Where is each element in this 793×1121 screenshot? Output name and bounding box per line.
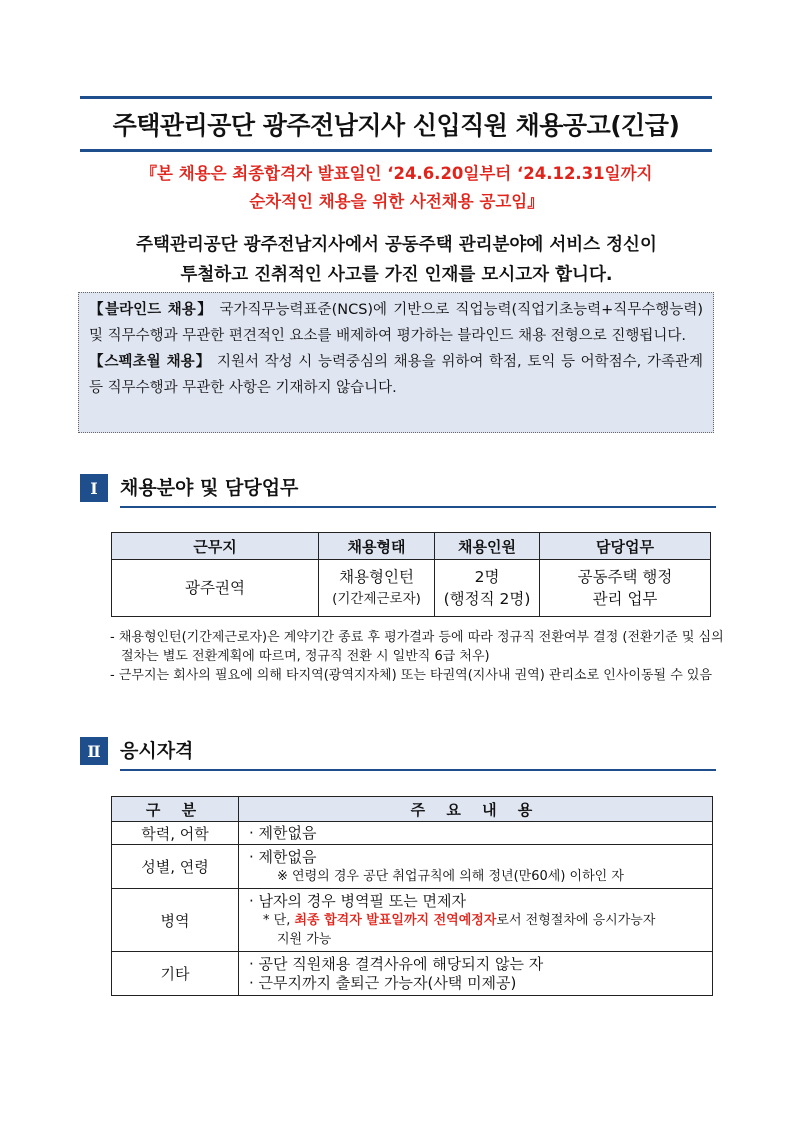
- table-row: [112, 952, 713, 996]
- intro-line-1: 주택관리공단 광주전남지사에서 공동주택 관리분야에 서비스 정신이: [136, 235, 657, 255]
- notice-line-1: 『본 채용은 최종합격자 발표일인 ‘24.6.20일부터 ‘24.12.31일까지: [140, 164, 653, 183]
- notice-line-2: 순차적인 채용을 위한 사전채용 공고임』: [249, 192, 544, 211]
- intro-text: [60, 230, 733, 290]
- section-1-divider: [120, 506, 716, 508]
- etc-text-2: · 근무지까지 출퇴근 가능자(사택 미제공): [249, 973, 517, 992]
- spec-hiring-text: 지원서 작성 시 능력중심의 채용을 위하여 학점, 토익 등 어학점수, 가족관계 등 직무수행과 무관한 사항은 기재하지 않습니다.: [89, 354, 703, 396]
- cell-type-sub: (기간제근로자): [332, 591, 421, 607]
- header-content: 주 요 내 용: [239, 797, 713, 822]
- blind-hiring-text: 국가직무능력표준(NCS)에 기반으로 직업능력(직업기초능력+직무수행능력) 및 직무수행과 무관한 편견적인 요소를 배제하여 평가하는 블라인드 채용 전형으로 진행됩니다.: [89, 302, 704, 344]
- row-label-gender-age: 성별, 연령: [112, 845, 239, 889]
- info-box: [78, 292, 714, 433]
- title-banner: [80, 96, 712, 152]
- military-note-post: 로서 전형절차에 응시가능자: [496, 912, 656, 928]
- row-label-etc: 기타: [112, 952, 239, 996]
- section-2-title: 응시자격: [120, 740, 194, 762]
- section-1-numeral: Ⅰ: [80, 474, 108, 502]
- cell-duty-line-2: 관리 업무: [592, 590, 658, 608]
- table-row: [112, 560, 711, 617]
- section-1-notes: [110, 628, 730, 685]
- row-label-education: 학력, 어학: [112, 822, 239, 845]
- cell-duty: [540, 560, 711, 617]
- row-text-gender-age: [239, 845, 713, 889]
- row-text-education: · 제한없음: [239, 822, 713, 845]
- page-title: 주택관리공단 광주전남지사 신입직원 채용공고(긴급): [112, 111, 680, 140]
- spec-hiring-label: 【스펙초월 채용】: [89, 354, 212, 370]
- table-header-row: [112, 533, 711, 560]
- section-1-title: 채용분야 및 담당업무: [120, 477, 299, 499]
- section-1-header: [80, 474, 716, 506]
- header-count: 채용인원: [435, 533, 540, 560]
- row-text-military: [239, 889, 713, 952]
- cell-duty-line-1: 공동주택 행정: [577, 568, 673, 586]
- section-2-numeral: Ⅱ: [80, 737, 108, 765]
- table-header-row: [112, 797, 713, 822]
- row-text-etc: [239, 952, 713, 996]
- qualification-table: [111, 796, 713, 996]
- intro-line-2: 투철하고 진취적인 사고를 가진 인재를 모시고자 합니다.: [180, 265, 613, 285]
- gender-age-note: ※ 연령의 경우 공단 취업규칙에 의해 정년(만60세) 이하인 자: [277, 868, 624, 884]
- header-type: 채용형태: [319, 533, 435, 560]
- etc-text-1: · 공단 직원채용 결격사유에 해당되지 않는 자: [249, 954, 544, 973]
- military-note-pre: * 단,: [263, 912, 295, 928]
- section-2-header: [80, 737, 716, 769]
- cell-count: [435, 560, 540, 617]
- header-location: 근무지: [112, 533, 319, 560]
- note-item: - 채용형인턴(기간제근로자)은 계약기간 종료 후 평가결과 등에 따라 정규직 전환여부 결정 (전환기준 및 심의절차는 별도 전환계획에 따르며, 정규직 전환 시 일반직 6급 처우): [110, 630, 724, 664]
- section-2-divider: [120, 769, 716, 771]
- table-row: [112, 845, 713, 889]
- table-row: [112, 889, 713, 952]
- row-label-military: 병역: [112, 889, 239, 952]
- cell-count-main: 2명: [474, 568, 500, 586]
- cell-location: 광주권역: [112, 560, 319, 617]
- recruitment-table: [111, 532, 711, 617]
- gender-age-text: · 제한없음: [249, 847, 317, 866]
- military-note-highlight: 최종 합격자 발표일까지 전역예정자: [294, 912, 497, 928]
- military-note-cont: 지원 가능: [277, 931, 332, 947]
- cell-type-main: 채용형인턴: [339, 568, 414, 586]
- blind-hiring-paragraph: [89, 297, 703, 349]
- spec-hiring-paragraph: [89, 349, 703, 401]
- header-category: 구 분: [112, 797, 239, 822]
- military-note: [249, 911, 706, 930]
- blind-hiring-label: 【블라인드 채용】: [89, 302, 214, 318]
- table-row: [112, 822, 713, 845]
- notice-text: [60, 160, 733, 216]
- note-item: - 근무지는 회사의 필요에 의해 타지역(광역지자체) 또는 타권역(지사내 권역) 관리소로 인사이동될 수 있음: [110, 668, 713, 683]
- header-duty: 담당업무: [540, 533, 711, 560]
- cell-type: [319, 560, 435, 617]
- cell-count-sub: (행정직 2명): [443, 590, 531, 608]
- military-text: · 남자의 경우 병역필 또는 면제자: [249, 891, 466, 910]
